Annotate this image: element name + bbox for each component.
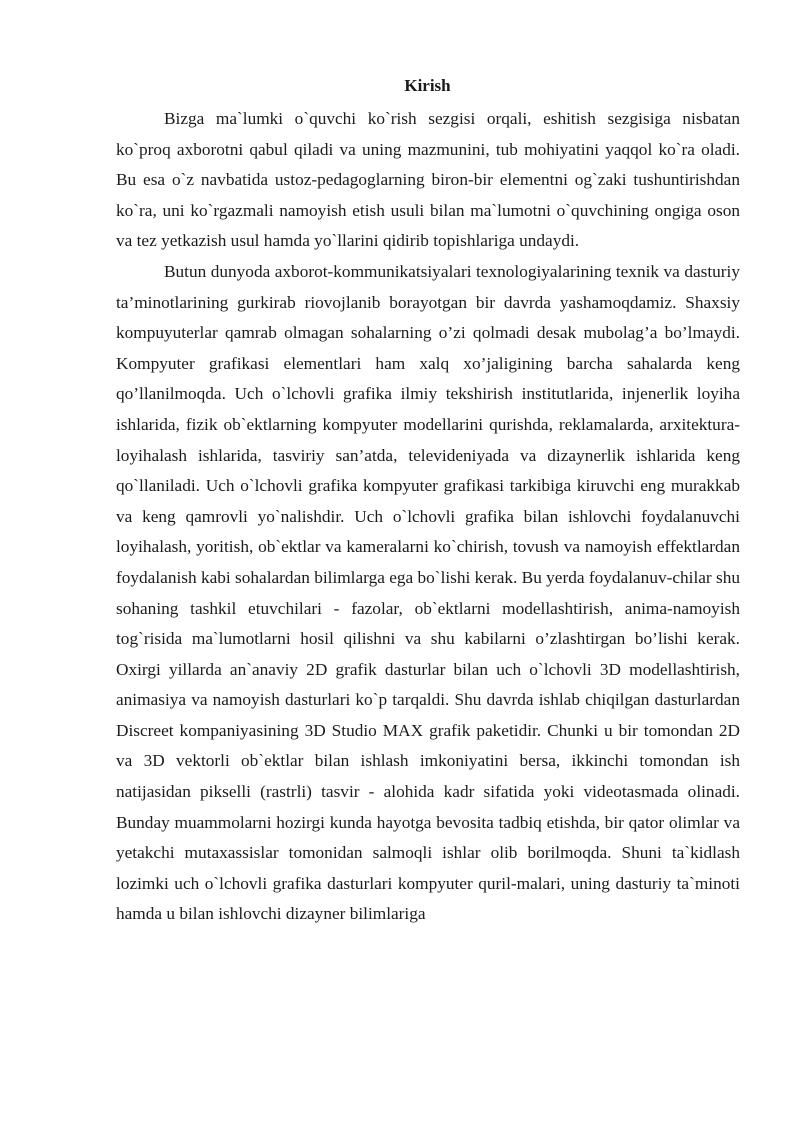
page-title: Kirish	[404, 76, 451, 95]
document-body	[116, 104, 740, 930]
intro-paragraph: Bizga ma`lumki o`quvchi ko`rish sezgisi orqali, eshitish sezgisiga nisbatan ko`proq axborotni qabul qiladi va uning mazmunini, tub mohiyatini yaqqol ko`ra oladi. Bu esa o`z navbatida ustoz-pedagoglarning biron-bir elementni og`zaki tushuntirishdan ko`ra, uni ko`rgazmali namoyish etish usuli bilan ma`lumotni o`quvchining ongiga oson va tez yetkazish usul hamda yo`llarini qidirib topishlariga undaydi.	[116, 109, 740, 251]
body-paragraph: Butun dunyoda axborot-kommunikatsiyalari texnologiyalarining texnik va dasturiy ta’minotlarining gurkirab riovojlanib borayotgan bir davrda yashamoqdamiz. Shaxsiy kompuyuterlar qamrab olmagan sohalarning o’zi qolmadi desak mubolag’a bo’lmaydi. Kompyuter grafikasi elementlari ham xalq xo’jaligining barcha sahalarda keng qo’llanilmoqda. Uch o`lchovli grafika ilmiy tekshirish institutlarida, injenerlik loyiha ishlarida, fizik ob`ektlarning kompyuter modellarini qurishda, reklamalarda, arxitektura-loyihalash ishlarida, tasviriy san’atda, televideniyada va dizaynerlik ishlarida keng qo`llaniladi. Uch o`lchovli grafika kompyuter grafikasi tarkibiga kiruvchi eng murakkab va keng qamrovli yo`nalishdir. Uch o`lchovli grafika bilan ishlovchi foydalanuvchi loyihalash, yoritish, ob`ektlar va kameralarni ko`chirish, tovush va namoyish effektlardan foydalanish kabi sohalardan bilimlarga ega bo`lishi kerak. Bu yerda foydalanuv-chilar shu sohaning tashkil etuvchilari - fazolar, ob`ektlarni modellashtirish, anima-namoyish tog`risida ma`lumotlarni hosil qilishni va shu kabilarni o’zlashtirgan bo’lishi kerak. Oxirgi yillarda an`anaviy 2D grafik dasturlar bilan uch o`lchovli 3D modellashtirish, animasiya va namoyish dasturlari ko`p tarqaldi. Shu davrda ishlab chiqilgan dasturlardan Discreet kompaniyasining 3D Studio MAX grafik paketidir. Chunki u bir tomondan 2D va 3D vektorli ob`ektlar bilan ishlash imkoniyatini bersa, ikkinchi tomondan ish natijasidan pikselli (rastrli) tasvir - alohida kadr sifatida yoki videotasmada olinadi. Bunday muammolarni hozirgi kunda hayotga bevosita tadbiq etishda, bir qator olimlar va yetakchi mutaxassislar tomonidan salmoqli ishlar olib borilmoqda. Shuni ta`kidlash lozimki uch o`lchovli grafika dasturlari kompyuter quril-malari, uning dasturiy ta`minoti hamda u bilan ishlovchi dizayner bilimlariga	[116, 261, 741, 924]
